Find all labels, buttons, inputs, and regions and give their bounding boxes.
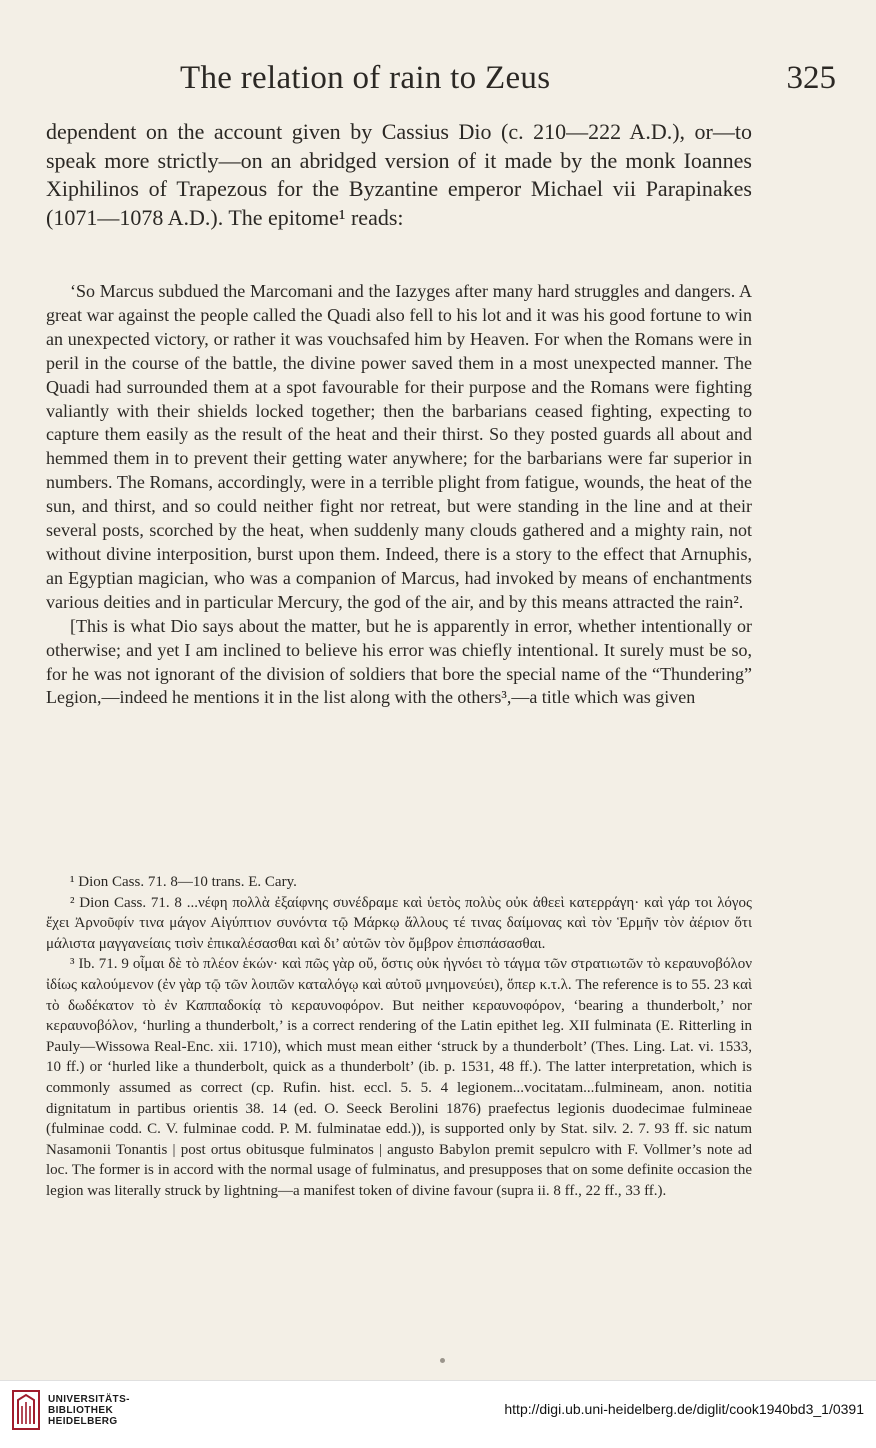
permalink-url[interactable]: http://digi.ub.uni-heidelberg.de/diglit/cook1940bd3_1/0391 <box>504 1401 864 1417</box>
university-library-logo-icon <box>12 1390 40 1430</box>
running-title: The relation of rain to Zeus <box>180 60 551 96</box>
footnotes <box>46 872 752 1202</box>
footnote-2: ² Dion Cass. 71. 8 ...νέφη πολλὰ ἐξαίφνης συνέδραμε καὶ ὑετὸς πολὺς οὐκ ἀθεεὶ κατερράγη· καὶ γάρ τοι λόγος ἔχει Ἀρνοῦφίν τινα μάγον Αἰγύπτιον συνόντα τῷ Μάρκῳ ἄλλους τέ τινας δαίμονας καὶ τὸν Ἑρμῆν τὸν ἀέριον ὅτι μάλιστα μαγγανείαις τισὶν ἐπικαλέσασθαι καὶ δι’ αὐτῶν τὸν ὄμβρον ἐπισπάσασθαι. <box>46 894 752 952</box>
page-number: 325 <box>786 60 836 96</box>
quote-paragraph-1: ‘So Marcus subdued the Marcomani and the Iazyges after many hard struggles and dangers. A great war against the people called the Quadi also fell to his lot and it was his good fortune to win an unexpected victory, or rather it was vouchsafed him by Heaven. For when the Romans were in peril in the course of the battle, the divine power saved them in a most unexpected manner. The Quadi had surrounded them at a spot favourable for their purpose and the Romans were fighting valiantly with their shields locked together; then the barbarians ceased fighting, expecting to capture them easily as the result of the heat and their thirst. So they posted guards all about and hemmed them in to prevent their getting water anywhere; for the barbarians were far superior in numbers. The Romans, accordingly, were in a terrible plight from fatigue, wounds, the heat of the sun, and thirst, and so could neither fight nor retreat, but were standing in the line and at their several posts, scorched by the heat, when suddenly many clouds gathered and a mighty rain, not without divine interposition, burst upon them. Indeed, there is a story to the effect that Arnuphis, an Egyptian magician, who was a companion of Marcus, had invoked by means of enchantments various deities and in particular Mercury, the god of the air, and by this means attracted the rain². <box>46 281 752 612</box>
library-name: UNIVERSITÄTS- BIBLIOTHEK HEIDELBERG <box>48 1394 130 1427</box>
viewer-footer <box>0 1380 876 1448</box>
intro-paragraph <box>46 118 752 232</box>
footnote-3: ³ Ib. 71. 9 οἶμαι δὲ τὸ πλέον ἑκών· καὶ πῶς γὰρ οὔ, ὅστις οὐκ ἠγνόει τὸ τάγμα τῶν στρατιωτῶν τὸ κεραυνοβόλον ἰδίως καλούμενον (ἐν γὰρ τῷ τῶν λοιπῶν καταλόγῳ καὶ αὐτοῦ μνημονεύει), ὅπερ κ.τ.λ. The reference is to 55. 23 καὶ τὸ δωδέκατον τὸ ἐν Καππαδοκίᾳ τὸ κεραυνοφόρον. But neither κεραυνοφόρον, ‘bearing a thunderbolt,’ nor κεραυνοβόλον, ‘hurling a thunderbolt,’ is a correct rendering of the Latin epithet leg. XII fulminata (E. Ritterling in Pauly—Wissowa Real-Enc. xii. 1710), which must mean either ‘struck by a thunderbolt’ (Thes. Ling. Lat. vi. 1533, 10 ff.) or ‘hurled like a thunderbolt, quick as a thunderbolt’ (ib. p. 1531, 48 ff.). The latter interpretation, which is commonly assumed as correct (cp. Rufin. hist. eccl. 5. 5. 4 legionem...vocitatam...fulmineam, anon. notitia dignitatum in partibus orientis 38. 14 (ed. O. Seeck Berolini 1876) praefectus legionis duodecimae fulmineae (fulminae codd. C. V. fulminae codd. P. M. fulminatae edd.)), is supported only by Stat. silv. 2. 7. 93 ff. sic natum Nasamonii Tonantis | post ortus obitusque fulminatos | angusto Babylon premit sepulcro with F. Vollmer’s note ad loc. The former is in accord with the normal usage of fulminatus, and presupposes that on some definite occasion the legion was literally struck by lightning—a manifest token of divine favour (supra ii. 8 ff., 22 ff., 33 ff.). <box>46 956 752 1199</box>
intro-text: dependent on the account given by Cassius Dio (c. 210—222 A.D.), or—to speak more strictly—on an abridged version of it made by the monk Ioannes Xiphilinos of Trapezous for the Byzantine emperor Michael vii Parapinakes (1071—1078 A.D.). The epitome¹ reads: <box>46 119 752 230</box>
quote-paragraph-2: [This is what Dio says about the matter, but he is apparently in error, whether intentionally or otherwise; and yet I am inclined to believe his error was chiefly intentional. It surely must be so, for he was not ignorant of the division of soldiers that bore the special name of the “Thundering” Legion,—indeed he mentions it in the list along with the others³,—a title which was given <box>46 615 752 708</box>
page-mark <box>440 1358 445 1363</box>
footnote-1: ¹ Dion Cass. 71. 8—10 trans. E. Cary. <box>70 874 297 890</box>
page-header <box>40 60 836 110</box>
epitome-quotation <box>46 280 752 710</box>
